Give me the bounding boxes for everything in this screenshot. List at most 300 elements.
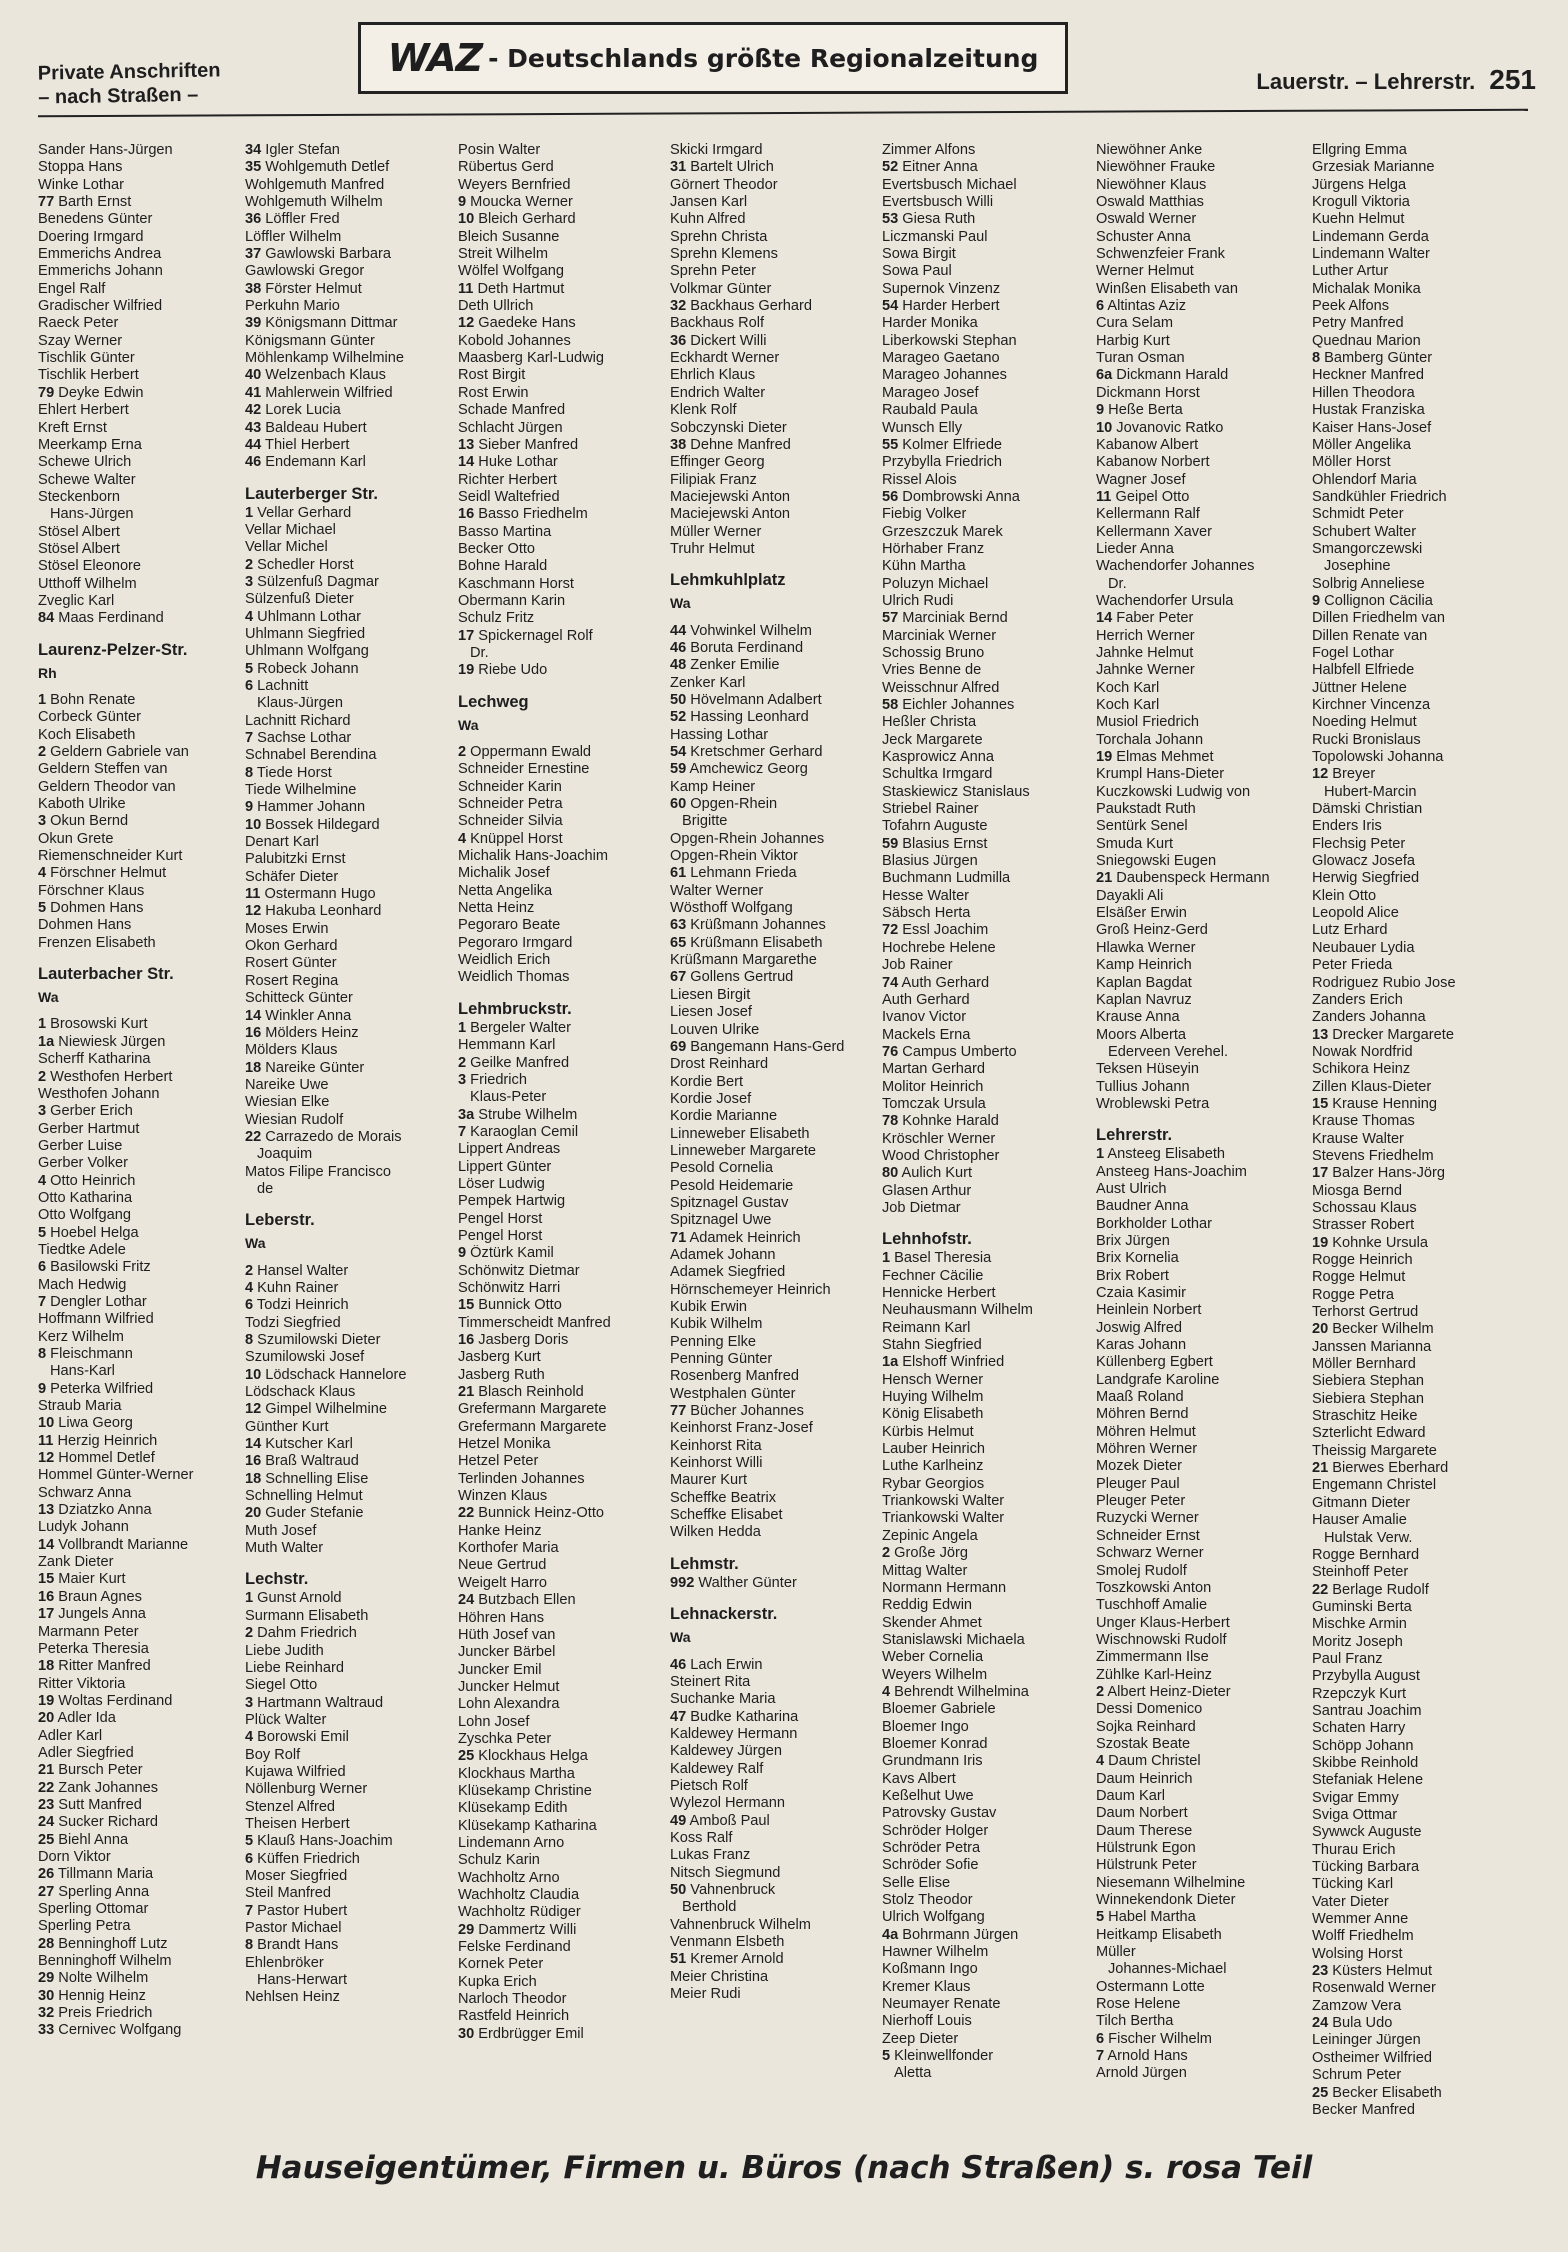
resident-entry: Koßmann Ingo [882, 1961, 978, 1978]
resident-entry: 7 Arnold Hans [1096, 2048, 1188, 2065]
resident-entry: 8 Bamberg Günter [1312, 350, 1433, 367]
resident-entry: Schmidt Peter [1312, 506, 1404, 523]
resident-entry: 2 Oppermann Ewald [458, 744, 592, 760]
resident-entry: Aletta [894, 2065, 932, 2082]
resident-entry: Plück Walter [245, 1711, 327, 1728]
resident-entry: Mackels Erna [882, 1026, 971, 1043]
resident-entry: Jasberg Kurt [458, 1349, 541, 1366]
resident-entry: Terhorst Gertrud [1312, 1304, 1419, 1321]
resident-entry: Joswig Alfred [1096, 1319, 1182, 1336]
house-number: 5 [882, 2048, 891, 2065]
resident-entry: 51 Kremer Arnold [670, 1951, 784, 1968]
resident-entry: 12 Hommel Detlef [38, 1450, 155, 1467]
resident-entry: 14 Huke Lothar [458, 454, 558, 471]
resident-entry: Walter Werner [670, 882, 764, 899]
resident-entry: Scherff Katharina [38, 1051, 151, 1068]
house-number: 1 [458, 1019, 467, 1036]
resident-entry: Heitkamp Elisabeth [1096, 1926, 1222, 1943]
resident-entry: Timmerscheidt Manfred [458, 1314, 611, 1331]
directory-column-4 [670, 142, 882, 2003]
resident-entry: Keinhorst Rita [670, 1437, 762, 1454]
resident-entry: Schewe Walter [38, 471, 136, 488]
house-number: 42 [245, 402, 262, 419]
resident-entry: Wolff Friedhelm [1312, 1928, 1414, 1945]
resident-entry: Posin Walter [458, 142, 541, 158]
resident-entry: Weidlich Erich [458, 952, 551, 969]
resident-entry: Cura Selam [1096, 315, 1174, 332]
resident-entry: Maciejewski Anton [670, 488, 791, 505]
resident-entry: 74 Auth Gerhard [882, 974, 990, 991]
house-number: 23 [38, 1796, 55, 1813]
resident-entry: Weidlich Thomas [458, 969, 570, 986]
resident-entry: 992 Walther Günter [670, 1574, 797, 1591]
resident-entry: 2 Dahm Friedrich [245, 1625, 357, 1642]
resident-entry: Wohlgemuth Wilhelm [245, 194, 383, 211]
resident-entry: Paukstadt Ruth [1096, 801, 1196, 818]
resident-entry: 16 Braß Waltraud [245, 1453, 359, 1470]
resident-entry: 42 Lorek Lucia [245, 402, 341, 419]
resident-entry: Hillen Theodora [1312, 384, 1415, 401]
resident-entry: Schubert Walter [1312, 523, 1417, 540]
house-number: 63 [670, 917, 687, 934]
resident-entry: Kaplan Bagdat [1096, 974, 1192, 991]
resident-entry: Dr. [1108, 575, 1127, 592]
resident-entry: 36 Löffler Fred [245, 211, 340, 228]
masthead-slogan: - Deutschlands größte Regionalzeitung [488, 43, 1039, 73]
resident-entry: Kamp Heiner [670, 778, 756, 795]
resident-entry: 20 Guder Stefanie [245, 1505, 364, 1522]
resident-entry: 50 Vahnenbruck [670, 1881, 776, 1898]
resident-entry: Heßler Christa [882, 714, 977, 731]
resident-entry: Schulz Fritz [458, 610, 535, 627]
resident-entry: Grundmann Iris [882, 1753, 983, 1770]
resident-entry: 49 Amboß Paul [670, 1812, 770, 1829]
resident-entry: Smangorczewski [1312, 540, 1423, 557]
resident-entry: Juncker Bärbel [458, 1644, 556, 1661]
resident-entry: Koss Ralf [670, 1829, 733, 1846]
resident-entry: Dämski Christian [1312, 801, 1423, 818]
house-number: 2 [1096, 1683, 1105, 1700]
resident-entry: Marmann Peter [38, 1623, 139, 1640]
resident-entry: Stösel Albert [38, 523, 120, 540]
resident-entry: Schneider Ernst [1096, 1527, 1200, 1544]
resident-entry: 56 Dombrowski Anna [882, 488, 1020, 505]
house-number: 17 [38, 1606, 55, 1623]
resident-entry: Oswald Werner [1096, 211, 1197, 228]
resident-entry: 58 Eichler Johannes [882, 697, 1015, 713]
house-number: 1 [245, 504, 254, 521]
resident-entry: Niewöhner Frauke [1096, 159, 1216, 176]
resident-entry: Kreft Ernst [38, 419, 107, 436]
resident-entry: Rissel Alois [882, 471, 957, 488]
resident-entry: Tücking Karl [1312, 1876, 1394, 1893]
resident-entry: 5 Klauß Hans-Joachim [245, 1833, 393, 1850]
resident-entry: Günther Kurt [245, 1418, 329, 1435]
resident-entry: Netta Heinz [458, 900, 535, 917]
resident-entry: 22 Zank Johannes [38, 1779, 159, 1796]
house-number: 6a [1096, 367, 1113, 384]
page-header-right [1256, 64, 1536, 96]
resident-entry: Schewe Ulrich [38, 454, 132, 471]
resident-entry: Zank Dieter [38, 1554, 114, 1571]
resident-entry: 25 Becker Elisabeth [1312, 2084, 1442, 2101]
house-number: 24 [458, 1592, 475, 1609]
house-number: 9 [458, 194, 467, 211]
resident-entry: Sperling Petra [38, 1918, 131, 1935]
resident-entry: Glasen Arthur [882, 1182, 972, 1199]
resident-entry: Säbsch Herta [882, 905, 971, 922]
resident-entry: Nitsch Siegmund [670, 1864, 781, 1881]
resident-entry: 48 Zenker Emilie [670, 657, 780, 674]
resident-entry: 32 Backhaus Gerhard [670, 298, 812, 315]
resident-entry: Wiesian Rudolf [245, 1111, 344, 1128]
resident-entry: 22 Berlage Rudolf [1312, 1581, 1429, 1598]
resident-entry: Stolz Theodor [882, 1892, 973, 1909]
resident-entry: Quednau Marion [1312, 332, 1421, 349]
house-number: 41 [245, 384, 262, 401]
house-number: 67 [670, 969, 687, 986]
resident-entry: Neubauer Lydia [1312, 939, 1415, 956]
house-number: 1 [245, 1590, 254, 1607]
resident-entry: Smuda Kurt [1096, 835, 1174, 852]
resident-entry: Ellgring Emma [1312, 142, 1407, 158]
house-number: 2 [458, 744, 467, 760]
resident-entry: Wachholtz Rüdiger [458, 1904, 581, 1921]
house-number: 15 [458, 1297, 475, 1314]
resident-entry: 4 Knüppel Horst [458, 830, 563, 847]
resident-entry: Noeding Helmut [1312, 714, 1417, 731]
resident-entry: Lutz Erhard [1312, 922, 1388, 939]
resident-entry: Turan Osman [1096, 350, 1185, 367]
resident-entry: Michalik Josef [458, 865, 550, 882]
resident-entry: Bleich Susanne [458, 228, 560, 245]
resident-entry: Elsäßer Erwin [1096, 905, 1187, 922]
resident-entry: Peek Alfons [1312, 298, 1390, 315]
resident-entry: Liesen Josef [670, 1004, 752, 1021]
house-number: 4 [1096, 1753, 1105, 1770]
resident-entry: Spitznagel Uwe [670, 1212, 772, 1229]
resident-entry: 54 Harder Herbert [882, 298, 1000, 315]
resident-entry: Schulz Karin [458, 1852, 540, 1869]
resident-entry: Maaß Roland [1096, 1389, 1184, 1406]
resident-entry: Zeep Dieter [882, 2030, 959, 2047]
resident-entry: Dessi Domenico [1096, 1701, 1203, 1718]
resident-entry: Becker Manfred [1312, 2101, 1416, 2118]
resident-entry: Möhlenkamp Wilhelmine [245, 350, 404, 367]
resident-entry: Berthold [682, 1899, 737, 1916]
resident-entry: 39 Königsmann Dittmar [245, 315, 398, 332]
resident-entry: Rost Erwin [458, 384, 529, 401]
resident-entry: 22 Bunnick Heinz-Otto [458, 1505, 605, 1522]
house-number: 6 [245, 677, 254, 694]
resident-entry: Kubik Wilhelm [670, 1316, 763, 1333]
resident-entry: Topolowski Johanna [1312, 749, 1444, 766]
resident-entry: Pesold Heidemarie [670, 1177, 794, 1194]
resident-entry: Triankowski Walter [882, 1493, 1005, 1510]
house-number: 58 [882, 697, 899, 713]
resident-entry: Krause Anna [1096, 1009, 1180, 1026]
house-number: 6 [1096, 298, 1105, 315]
resident-entry: Stahn Siegfried [882, 1337, 982, 1354]
resident-entry: Hoffmann Wilfried [38, 1311, 154, 1328]
resident-entry: Müller Werner [670, 523, 762, 540]
resident-entry: Flechsig Peter [1312, 835, 1406, 852]
resident-entry: 63 Krüßmann Johannes [670, 917, 826, 934]
resident-entry: Muth Josef [245, 1522, 317, 1539]
house-number: 2 [882, 1545, 891, 1562]
house-number: 3 [245, 1694, 254, 1711]
house-number: 56 [882, 488, 899, 505]
resident-entry: Sprehn Klemens [670, 246, 778, 263]
house-number: 77 [670, 1403, 687, 1420]
resident-entry: Kuhn Alfred [670, 211, 746, 228]
house-number: 23 [1312, 1963, 1329, 1980]
house-number: 4 [38, 865, 47, 882]
resident-entry: Kaiser Hans-Josef [1312, 419, 1432, 436]
resident-entry: Pegoraro Irmgard [458, 934, 573, 951]
resident-entry: Kröschler Werner [882, 1130, 996, 1147]
resident-entry: Stösel Albert [38, 540, 120, 557]
resident-entry: 2 Schedler Horst [245, 556, 354, 573]
resident-entry: Koch Elisabeth [38, 726, 136, 743]
resident-entry: Moses Erwin [245, 920, 329, 937]
resident-entry: Hülstrunk Egon [1096, 1840, 1196, 1856]
resident-entry: 10 Jovanovic Ratko [1096, 419, 1224, 436]
house-number: 14 [245, 1007, 262, 1024]
resident-entry: Möller Bernhard [1312, 1356, 1416, 1373]
street-heading: Lauterbacher Str. [38, 965, 174, 984]
house-number: 35 [245, 159, 262, 176]
district-code: Wa [670, 1629, 691, 1646]
resident-entry: Marageo Johannes [882, 367, 1007, 384]
street-heading: Leberstr. [245, 1211, 315, 1230]
resident-entry: Aust Ulrich [1096, 1180, 1167, 1197]
resident-entry: Neumayer Renate [882, 1996, 1001, 2013]
house-number: 2 [245, 1625, 254, 1642]
resident-entry: Tischlik Günter [38, 350, 135, 367]
resident-entry: Brix Robert [1096, 1267, 1169, 1284]
resident-entry: Schneider Silvia [458, 813, 563, 830]
resident-entry: Hennicke Herbert [882, 1285, 996, 1301]
resident-entry: 4 Daum Christel [1096, 1753, 1201, 1770]
resident-entry: Liebe Judith [245, 1642, 324, 1659]
resident-entry: Rosert Günter [245, 955, 337, 972]
directory-column-5 [882, 142, 1094, 2083]
house-number: 32 [38, 2005, 55, 2022]
resident-entry: Schrum Peter [1312, 2067, 1402, 2084]
resident-entry: 4 Behrendt Wilhelmina [882, 1683, 1029, 1700]
resident-entry: Nareike Uwe [245, 1076, 329, 1093]
resident-entry: 24 Sucker Richard [38, 1814, 159, 1831]
resident-entry: 37 Gawlowski Barbara [245, 246, 392, 263]
resident-entry: Kerz Wilhelm [38, 1328, 124, 1345]
resident-entry: Wiesian Elke [245, 1094, 330, 1111]
resident-entry: Sniegowski Eugen [1096, 853, 1217, 870]
resident-entry: Pesold Cornelia [670, 1160, 774, 1177]
house-number: 19 [458, 662, 475, 679]
resident-entry: Luther Artur [1312, 263, 1389, 280]
resident-entry: Rosenwald Werner [1312, 1980, 1436, 1997]
resident-entry: Hawner Wilhelm [882, 1944, 989, 1961]
resident-entry: Backhaus Rolf [670, 315, 765, 332]
house-number: 6 [38, 1259, 47, 1276]
resident-entry: Weyers Bernfried [458, 176, 571, 193]
resident-entry: Scheffke Beatrix [670, 1489, 776, 1506]
resident-entry: Neuhausmann Wilhelm [882, 1302, 1033, 1319]
resident-entry: Bloemer Gabriele [882, 1701, 996, 1718]
house-number: 18 [245, 1059, 262, 1076]
resident-entry: Heckner Manfred [1312, 367, 1424, 384]
resident-entry: 15 Krause Henning [1312, 1095, 1437, 1112]
house-number: 12 [458, 315, 475, 332]
resident-entry: 11 Geipel Otto [1096, 488, 1190, 505]
resident-entry: Kamp Heinrich [1096, 957, 1192, 974]
house-number: 32 [670, 298, 687, 315]
house-number: 2 [245, 556, 254, 573]
resident-entry: 9 Heße Berta [1096, 402, 1183, 419]
street-heading: Lechweg [458, 692, 529, 711]
house-number: 37 [245, 246, 262, 263]
resident-entry: Zimmermann Ilse [1096, 1649, 1209, 1666]
resident-entry: Sprehn Christa [670, 228, 768, 245]
resident-entry: Schwarz Werner [1096, 1545, 1204, 1562]
resident-entry: 59 Amchewicz Georg [670, 761, 808, 778]
resident-entry: 9 Peterka Wilfried [38, 1380, 154, 1397]
resident-entry: Möhren Helmut [1096, 1423, 1196, 1440]
resident-entry: Ulrich Wolfgang [882, 1909, 985, 1926]
resident-entry: Rübertus Gerd [458, 159, 554, 176]
resident-entry: 27 Sperling Anna [38, 1883, 150, 1900]
resident-entry: Klüsekamp Christine [458, 1782, 592, 1799]
resident-entry: Ansteeg Hans-Joachim [1096, 1163, 1247, 1180]
house-number: 46 [245, 454, 262, 471]
resident-entry: Netta Angelika [458, 882, 553, 899]
resident-entry: Keßelhut Uwe [882, 1787, 974, 1804]
house-number: 22 [458, 1505, 475, 1522]
house-number: 6 [245, 1297, 254, 1314]
resident-entry: Kasprowicz Anna [882, 749, 994, 766]
house-number: 4 [245, 1729, 254, 1746]
resident-entry: Buchmann Ludmilla [882, 870, 1011, 887]
house-number: 9 [38, 1380, 47, 1397]
resident-entry: 20 Adler Ida [38, 1710, 116, 1727]
resident-entry: Dorn Viktor [38, 1848, 111, 1865]
house-number: 52 [882, 159, 899, 176]
resident-entry: Löffler Wilhelm [245, 228, 342, 245]
house-number: 22 [38, 1779, 55, 1796]
resident-entry: Kuczkowski Ludwig von [1096, 783, 1251, 800]
resident-entry: Gawlowski Gregor [245, 263, 365, 280]
house-number: 10 [245, 816, 262, 833]
resident-entry: Ehrlich Klaus [670, 367, 756, 384]
resident-entry: Patrovsky Gustav [882, 1805, 997, 1822]
house-number: 12 [38, 1450, 55, 1467]
house-number: 9 [1096, 402, 1105, 419]
resident-entry: 2 Westhofen Herbert [38, 1068, 173, 1085]
resident-entry: Hans-Jürgen [50, 506, 134, 523]
resident-entry: Schossig Bruno [882, 644, 985, 661]
resident-entry: Keinhorst Willi [670, 1455, 763, 1472]
resident-entry: Dohmen Hans [38, 917, 132, 934]
resident-entry: Schwenzfeier Frank [1096, 246, 1225, 263]
resident-entry: Linneweber Elisabeth [670, 1125, 810, 1142]
resident-entry: Linneweber Margarete [670, 1142, 817, 1159]
resident-entry: Rucki Bronislaus [1312, 731, 1421, 748]
resident-entry: Geldern Steffen van [38, 761, 168, 778]
house-number: 18 [38, 1658, 55, 1675]
resident-entry: Schlacht Jürgen [458, 419, 563, 436]
house-number: 3 [38, 813, 47, 830]
resident-entry: Richter Herbert [458, 471, 557, 488]
resident-entry: Michalak Monika [1312, 280, 1421, 297]
resident-entry: Halbfell Elfriede [1312, 662, 1415, 679]
resident-entry: Endrich Walter [670, 384, 766, 401]
resident-entry: Josephine [1324, 558, 1391, 575]
resident-entry: Sviga Ottmar [1312, 1807, 1398, 1823]
resident-entry: Daum Therese [1096, 1822, 1193, 1839]
house-number: 2 [38, 744, 47, 760]
house-number: 11 [245, 886, 261, 903]
resident-entry: 55 Kolmer Elfriede [882, 436, 1003, 453]
house-number: 72 [882, 922, 899, 939]
district-code: Wa [245, 1235, 266, 1252]
resident-entry: 3 Friedrich [458, 1071, 527, 1088]
house-number: 78 [882, 1113, 899, 1130]
resident-entry: 7 Sachse Lothar [245, 730, 352, 746]
house-number: 16 [458, 1332, 475, 1348]
house-number: 71 [670, 1229, 687, 1246]
section-title [38, 58, 221, 109]
resident-entry: Skender Ahmet [882, 1614, 982, 1631]
street-heading: Lehmkuhlplatz [670, 571, 786, 590]
resident-entry: Zillen Klaus-Dieter [1312, 1078, 1432, 1095]
resident-entry: Siebiera Stephan [1312, 1373, 1424, 1390]
district-code: Wa [38, 989, 59, 1006]
house-number: 4 [882, 1683, 891, 1700]
house-number: 15 [1312, 1095, 1329, 1112]
house-number: 29 [38, 1970, 55, 1987]
resident-entry: Tilch Bertha [1096, 2013, 1174, 2030]
house-number: 1a [882, 1354, 899, 1371]
resident-entry: 24 Bula Udo [1312, 2015, 1393, 2032]
resident-entry: Deth Ullrich [458, 298, 534, 315]
resident-entry: 12 Gaedeke Hans [458, 315, 576, 332]
house-number: 8 [245, 764, 254, 781]
resident-entry: Keinhorst Franz-Josef [670, 1420, 813, 1437]
resident-entry: Liesen Birgit [670, 986, 751, 1003]
resident-entry: Fiebig Volker [882, 506, 967, 523]
resident-entry: Rosenberg Manfred [670, 1368, 799, 1385]
resident-entry: Szostak Beate [1096, 1735, 1191, 1752]
resident-entry: Muth Walter [245, 1540, 324, 1557]
resident-entry: Kellermann Ralf [1096, 506, 1200, 523]
house-number: 16 [458, 506, 475, 523]
house-number: 29 [458, 1921, 475, 1938]
resident-entry: Lippert Andreas [458, 1141, 561, 1158]
resident-entry: Pegoraro Beate [458, 917, 561, 934]
resident-entry: Narloch Theodor [458, 1991, 567, 2008]
house-number: 9 [245, 799, 254, 816]
resident-entry: Suchanke Maria [670, 1691, 776, 1708]
resident-entry: Löser Ludwig [458, 1175, 545, 1192]
resident-entry: Baudner Anna [1096, 1198, 1189, 1215]
resident-entry: 25 Biehl Anna [38, 1831, 129, 1848]
resident-entry: 1 Bohn Renate [38, 691, 136, 708]
resident-entry: 50 Hövelmann Adalbert [670, 691, 822, 708]
house-number: 5 [245, 660, 254, 677]
house-number: 53 [882, 211, 899, 228]
resident-entry: 11 Ostermann Hugo [245, 886, 376, 903]
